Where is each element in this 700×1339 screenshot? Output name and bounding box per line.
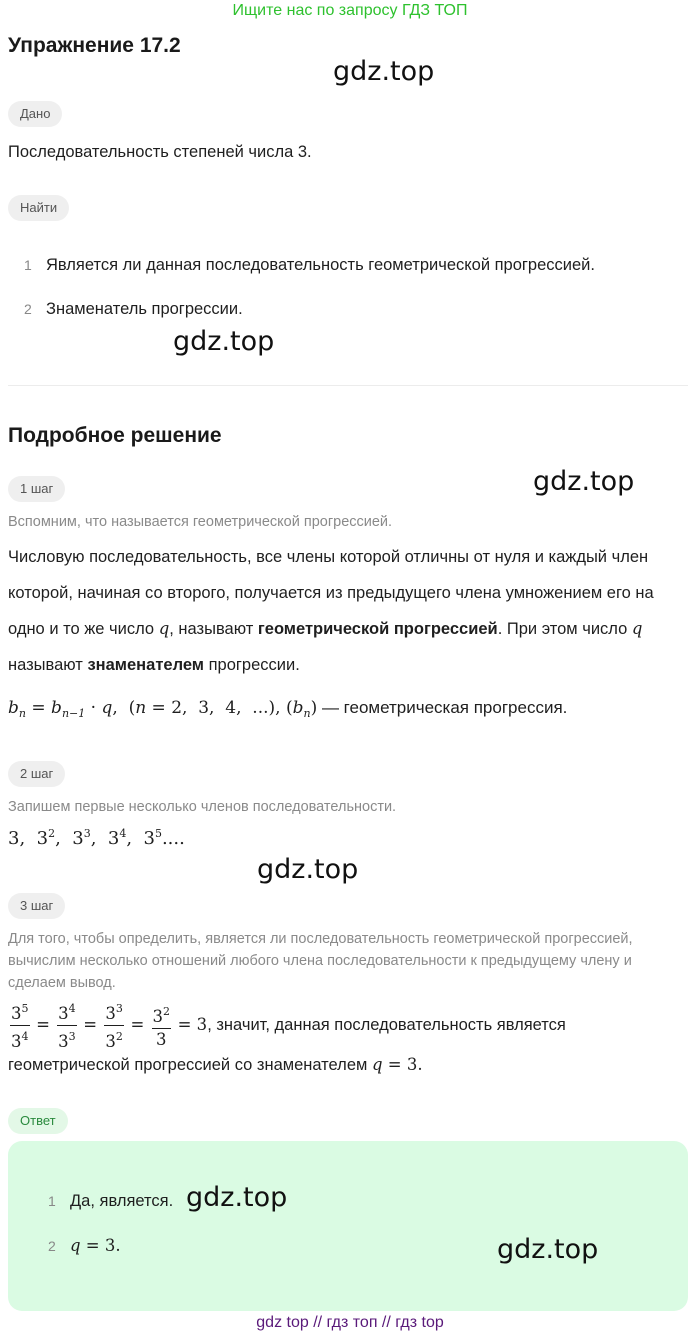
watermark: gdz.top: [257, 854, 359, 885]
step-3-badge-wrap: [8, 893, 65, 919]
step-1-badge: 1 шаг: [8, 476, 65, 502]
step-3-ratios: $\frac{3^5}{3^4}$ = $\frac{3^4}{3^3}$ = $\frac{3^3}{3^2}$ = $\frac{3^2}{3}$ = 3, значит, данная последовательность является: [8, 998, 698, 1053]
answer-box: [8, 1141, 688, 1311]
step-1-formula: $b_n = b_{n-1} \cdot q$, (n = 2, 3, 4, ...), $(b_n)$ — геометрическая прогрессия.: [8, 698, 568, 720]
step-3-hint: Для того, чтобы определить, является ли последовательность геометрической прогрессией, вычислим несколько отношений любого члена последовательности к предыдущему члену и сделаем вывод.: [8, 931, 633, 991]
list-number: 2: [24, 301, 32, 317]
find-item-1: 1 Является ли данная последовательность геометрической прогрессией.: [24, 256, 595, 274]
answer-badge-wrap: [8, 1108, 68, 1134]
step-2-badge-wrap: [8, 761, 65, 787]
step-1-badge-wrap: [8, 476, 65, 502]
answer-badge: Ответ: [8, 1108, 68, 1134]
given-text: Последовательность степеней числа 3.: [8, 143, 312, 161]
watermark: gdz.top: [497, 1234, 599, 1265]
answer-item-1: 1 Да, является.: [48, 1192, 174, 1210]
watermark: gdz.top: [533, 466, 635, 497]
solution-title: Подробное решение: [8, 424, 222, 447]
exercise-title: Упражнение 17.2: [8, 34, 181, 57]
find-section: [8, 195, 69, 221]
list-number: 2: [48, 1238, 56, 1254]
step-2-badge: 2 шаг: [8, 761, 65, 787]
watermark: gdz.top: [186, 1182, 288, 1213]
step-1-hint: Вспомним, что называется геометрической прогрессией.: [8, 514, 393, 530]
list-number: 1: [48, 1193, 56, 1209]
section-divider: [8, 385, 688, 386]
given-section: [8, 101, 62, 127]
watermark: gdz.top: [333, 56, 435, 87]
top-banner: Ищите нас по запросу ГДЗ ТОП: [232, 2, 468, 19]
list-number: 1: [24, 257, 32, 273]
footer-links: gdz top // гдз топ // гдз top: [256, 1314, 444, 1331]
step-2-sequence: 3, $3^2$, $3^3$, $3^4$, $3^5$....: [8, 827, 185, 849]
find-item-2: 2 Знаменатель прогрессии.: [24, 300, 243, 318]
step-1-definition: Числовую последовательность, все члены которой отличны от нуля и каждый член которой, начиная со второго, получается из предыдущего члена умножением его на одно и то же число q, называют геометрической прогрессией. При этом число q называют знаменателем прогрессии.: [8, 548, 654, 674]
given-badge: Дано: [8, 101, 62, 127]
watermark: gdz.top: [173, 326, 275, 357]
step-3-badge: 3 шаг: [8, 893, 65, 919]
find-badge: Найти: [8, 195, 69, 221]
step-2-hint: Запишем первые несколько членов последовательности.: [8, 799, 397, 815]
step-3-conclusion: геометрической прогрессией со знаменателем q = 3.: [8, 1055, 423, 1074]
answer-item-2: 2 q = 3.: [48, 1236, 121, 1255]
